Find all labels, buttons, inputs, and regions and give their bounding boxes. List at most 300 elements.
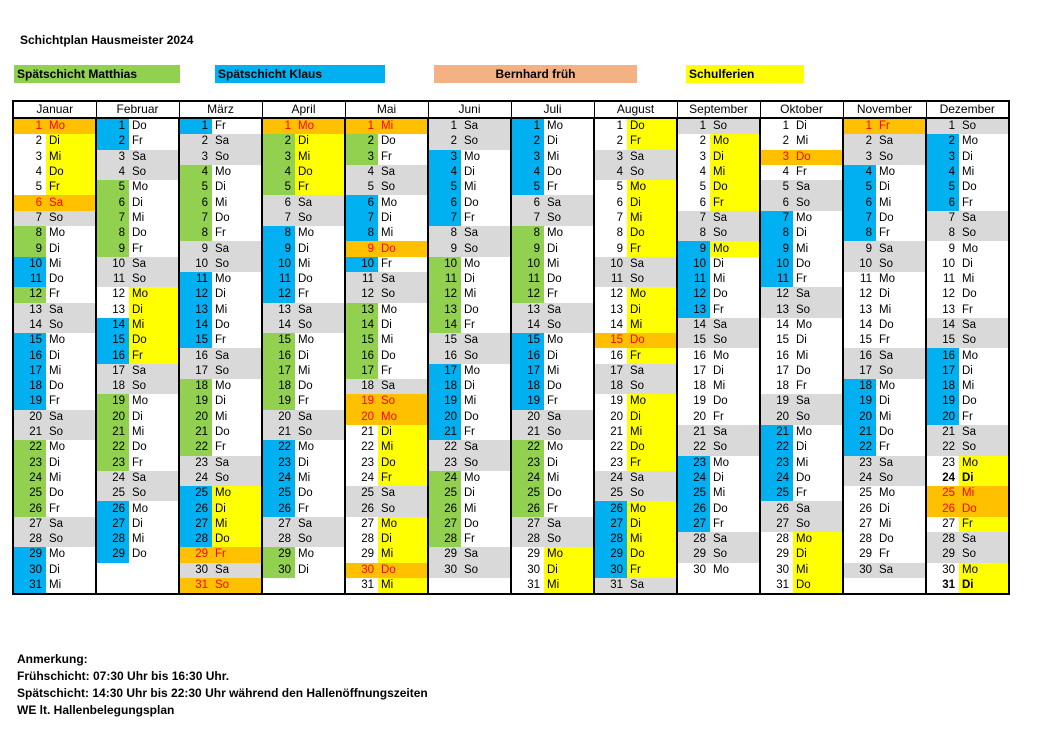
day-number: 8 bbox=[760, 226, 793, 241]
day-number: 17 bbox=[428, 364, 461, 379]
weekday: Mo bbox=[212, 486, 262, 501]
weekday: So bbox=[129, 165, 179, 180]
day-number: 13 bbox=[594, 303, 627, 318]
day-number: 11 bbox=[428, 272, 461, 287]
day-number: 27 bbox=[13, 517, 46, 532]
weekday: Fr bbox=[461, 425, 511, 440]
weekday: Sa bbox=[876, 563, 926, 578]
weekday: Di bbox=[461, 379, 511, 394]
weekday: Mi bbox=[710, 486, 760, 501]
day-number: 10 bbox=[511, 257, 544, 272]
day-number: 18 bbox=[594, 379, 627, 394]
shift-calendar-table bbox=[12, 100, 1010, 595]
weekday: Fr bbox=[793, 486, 843, 501]
day-number: 13 bbox=[428, 303, 461, 318]
day-number: 7 bbox=[677, 211, 710, 226]
day-number: 11 bbox=[677, 272, 710, 287]
weekday: Sa bbox=[212, 456, 262, 471]
weekday: So bbox=[46, 532, 96, 547]
table-row bbox=[13, 471, 1009, 486]
weekday: Do bbox=[959, 501, 1009, 516]
weekday: Fr bbox=[544, 287, 594, 302]
weekday: Di bbox=[461, 272, 511, 287]
day-number: 26 bbox=[13, 501, 46, 516]
day-number: 3 bbox=[677, 150, 710, 165]
weekday: Do bbox=[461, 303, 511, 318]
weekday: So bbox=[627, 272, 677, 287]
weekday: Di bbox=[793, 333, 843, 348]
weekday: Sa bbox=[627, 364, 677, 379]
weekday: Mi bbox=[129, 211, 179, 226]
day-number: 4 bbox=[511, 165, 544, 180]
day-number: 16 bbox=[677, 348, 710, 363]
table-row bbox=[13, 501, 1009, 516]
day-number: 26 bbox=[262, 501, 295, 516]
weekday: Sa bbox=[461, 440, 511, 455]
day-number: 11 bbox=[262, 272, 295, 287]
day-number: 17 bbox=[179, 364, 212, 379]
day-number: 27 bbox=[594, 517, 627, 532]
day-number: 7 bbox=[179, 211, 212, 226]
weekday: Mo bbox=[876, 272, 926, 287]
day-number: 16 bbox=[345, 348, 378, 363]
day-number: 18 bbox=[262, 379, 295, 394]
day-number: 8 bbox=[96, 226, 129, 241]
day-number: 15 bbox=[926, 333, 959, 348]
day-number: 6 bbox=[511, 195, 544, 210]
day-number: 3 bbox=[179, 150, 212, 165]
day-number: 22 bbox=[262, 440, 295, 455]
day-number: 3 bbox=[594, 150, 627, 165]
legend-bernhard bbox=[434, 65, 637, 83]
day-number: 15 bbox=[677, 333, 710, 348]
day-number: 25 bbox=[511, 486, 544, 501]
weekday: Do bbox=[212, 318, 262, 333]
day-number: 28 bbox=[677, 532, 710, 547]
weekday: Mo bbox=[793, 532, 843, 547]
weekday: Sa bbox=[793, 501, 843, 516]
weekday: Di bbox=[46, 348, 96, 363]
weekday bbox=[461, 578, 511, 594]
weekday: So bbox=[710, 547, 760, 562]
weekday: Di bbox=[295, 134, 345, 149]
weekday: Do bbox=[627, 118, 677, 134]
day-number: 8 bbox=[926, 226, 959, 241]
month-header-5: Mai bbox=[345, 101, 428, 118]
weekday: Fr bbox=[544, 180, 594, 195]
weekday: Mo bbox=[710, 348, 760, 363]
day-number: 28 bbox=[345, 532, 378, 547]
day-number: 4 bbox=[179, 165, 212, 180]
month-header-1: Januar bbox=[13, 101, 96, 118]
day-number: 19 bbox=[262, 394, 295, 409]
weekday: Di bbox=[378, 532, 428, 547]
day-number: 17 bbox=[511, 364, 544, 379]
weekday: Sa bbox=[295, 410, 345, 425]
day-number: 17 bbox=[594, 364, 627, 379]
day-number: 5 bbox=[760, 180, 793, 195]
day-number: 30 bbox=[843, 563, 876, 578]
day-number: 13 bbox=[760, 303, 793, 318]
table-row bbox=[13, 563, 1009, 578]
day-number: 27 bbox=[96, 517, 129, 532]
weekday: Sa bbox=[876, 241, 926, 256]
weekday: Di bbox=[793, 118, 843, 134]
day-number: 27 bbox=[843, 517, 876, 532]
day-number: 7 bbox=[262, 211, 295, 226]
weekday: Fr bbox=[710, 195, 760, 210]
day-number: 3 bbox=[760, 150, 793, 165]
day-number: 5 bbox=[262, 180, 295, 195]
weekday: Di bbox=[793, 440, 843, 455]
weekday: Fr bbox=[876, 226, 926, 241]
weekday: Di bbox=[959, 150, 1009, 165]
month-header-8: August bbox=[594, 101, 677, 118]
day-number: 18 bbox=[843, 379, 876, 394]
weekday: Mo bbox=[378, 517, 428, 532]
weekday: Do bbox=[295, 379, 345, 394]
day-number: 1 bbox=[428, 118, 461, 134]
day-number: 1 bbox=[926, 118, 959, 134]
day-number: 26 bbox=[179, 501, 212, 516]
day-number: 5 bbox=[345, 180, 378, 195]
day-number: 31 bbox=[511, 578, 544, 594]
day-number: 15 bbox=[428, 333, 461, 348]
weekday: So bbox=[959, 118, 1009, 134]
weekday: Di bbox=[461, 165, 511, 180]
weekday: Mo bbox=[129, 394, 179, 409]
day-number: 19 bbox=[345, 394, 378, 409]
day-number: 3 bbox=[843, 150, 876, 165]
day-number: 22 bbox=[345, 440, 378, 455]
day-number: 22 bbox=[13, 440, 46, 455]
weekday: Mi bbox=[378, 578, 428, 594]
weekday: Sa bbox=[627, 150, 677, 165]
weekday: Do bbox=[212, 211, 262, 226]
weekday: Fr bbox=[212, 440, 262, 455]
weekday: Di bbox=[627, 517, 677, 532]
weekday: Do bbox=[793, 257, 843, 272]
day-number: 25 bbox=[677, 486, 710, 501]
weekday bbox=[295, 578, 345, 594]
weekday: So bbox=[461, 241, 511, 256]
weekday: Di bbox=[710, 471, 760, 486]
weekday: Fr bbox=[378, 257, 428, 272]
weekday: So bbox=[461, 456, 511, 471]
weekday: Fr bbox=[295, 287, 345, 302]
weekday: So bbox=[295, 532, 345, 547]
day-number: 10 bbox=[262, 257, 295, 272]
weekday: Fr bbox=[295, 394, 345, 409]
day-number: 12 bbox=[926, 287, 959, 302]
day-number: 19 bbox=[428, 394, 461, 409]
weekday: Sa bbox=[544, 195, 594, 210]
weekday: Do bbox=[793, 471, 843, 486]
day-number: 15 bbox=[13, 333, 46, 348]
day-number: 8 bbox=[843, 226, 876, 241]
weekday: Mi bbox=[959, 379, 1009, 394]
weekday: So bbox=[876, 364, 926, 379]
note-heading: Anmerkung: bbox=[17, 652, 88, 666]
day-number: 28 bbox=[428, 532, 461, 547]
day-number: 23 bbox=[926, 456, 959, 471]
day-number: 8 bbox=[13, 226, 46, 241]
weekday: So bbox=[793, 410, 843, 425]
weekday: Mi bbox=[46, 150, 96, 165]
weekday: So bbox=[959, 226, 1009, 241]
weekday: Di bbox=[959, 471, 1009, 486]
weekday: Mo bbox=[627, 180, 677, 195]
weekday: Sa bbox=[793, 180, 843, 195]
weekday: Mo bbox=[295, 547, 345, 562]
day-number: 5 bbox=[428, 180, 461, 195]
day-number: 9 bbox=[262, 241, 295, 256]
day-number: 21 bbox=[262, 425, 295, 440]
weekday: So bbox=[295, 318, 345, 333]
day-number: 16 bbox=[13, 348, 46, 363]
day-number: 28 bbox=[13, 532, 46, 547]
day-number: 14 bbox=[677, 318, 710, 333]
day-number: 13 bbox=[511, 303, 544, 318]
day-number: 21 bbox=[345, 425, 378, 440]
weekday: Sa bbox=[627, 257, 677, 272]
day-number: 4 bbox=[677, 165, 710, 180]
day-number: 17 bbox=[760, 364, 793, 379]
day-number: 21 bbox=[511, 425, 544, 440]
table-row bbox=[13, 440, 1009, 455]
day-number: 26 bbox=[428, 501, 461, 516]
weekday: So bbox=[378, 501, 428, 516]
weekday: Di bbox=[129, 517, 179, 532]
day-number: 11 bbox=[96, 272, 129, 287]
day-number: 1 bbox=[511, 118, 544, 134]
weekday: Mi bbox=[544, 364, 594, 379]
day-number: 17 bbox=[262, 364, 295, 379]
legend-label: Schulferien bbox=[689, 67, 755, 81]
day-number: 9 bbox=[511, 241, 544, 256]
notes-block bbox=[17, 651, 428, 719]
weekday: So bbox=[710, 118, 760, 134]
day-number: 6 bbox=[760, 195, 793, 210]
day-number: 5 bbox=[843, 180, 876, 195]
day-number: 13 bbox=[843, 303, 876, 318]
day-number: 27 bbox=[345, 517, 378, 532]
weekday: Mo bbox=[212, 379, 262, 394]
day-number: 26 bbox=[926, 501, 959, 516]
day-number: 2 bbox=[677, 134, 710, 149]
day-number: 23 bbox=[594, 456, 627, 471]
weekday: Mi bbox=[378, 333, 428, 348]
day-number: 25 bbox=[760, 486, 793, 501]
weekday: Sa bbox=[461, 547, 511, 562]
weekday: Mo bbox=[876, 379, 926, 394]
day-number: 20 bbox=[179, 410, 212, 425]
day-number: 3 bbox=[96, 150, 129, 165]
day-number: 11 bbox=[179, 272, 212, 287]
weekday: Mi bbox=[627, 211, 677, 226]
weekday: Sa bbox=[212, 563, 262, 578]
weekday: So bbox=[212, 578, 262, 594]
day-number: 1 bbox=[262, 118, 295, 134]
day-number: 6 bbox=[843, 195, 876, 210]
day-number: 8 bbox=[262, 226, 295, 241]
day-number: 16 bbox=[96, 348, 129, 363]
day-number: 12 bbox=[594, 287, 627, 302]
weekday: Sa bbox=[461, 226, 511, 241]
day-number: 29 bbox=[428, 547, 461, 562]
day-number: 30 bbox=[594, 563, 627, 578]
day-number: 23 bbox=[262, 456, 295, 471]
weekday: Di bbox=[378, 425, 428, 440]
day-number: 7 bbox=[428, 211, 461, 226]
weekday: Mo bbox=[461, 150, 511, 165]
weekday: Mo bbox=[876, 165, 926, 180]
weekday: Fr bbox=[212, 547, 262, 562]
day-number: 29 bbox=[843, 547, 876, 562]
day-number: 31 bbox=[760, 578, 793, 594]
day-number: 20 bbox=[926, 410, 959, 425]
day-number: 11 bbox=[926, 272, 959, 287]
day-number: 21 bbox=[677, 425, 710, 440]
day-number: 1 bbox=[760, 118, 793, 134]
weekday: So bbox=[46, 425, 96, 440]
day-number: 27 bbox=[760, 517, 793, 532]
day-number: 7 bbox=[511, 211, 544, 226]
weekday: Mi bbox=[212, 517, 262, 532]
weekday: Di bbox=[129, 303, 179, 318]
day-number: 17 bbox=[13, 364, 46, 379]
day-number: 4 bbox=[96, 165, 129, 180]
day-number: 19 bbox=[594, 394, 627, 409]
weekday: So bbox=[212, 257, 262, 272]
day-number bbox=[677, 578, 710, 594]
weekday: Do bbox=[46, 272, 96, 287]
weekday: Mo bbox=[959, 134, 1009, 149]
day-number: 24 bbox=[677, 471, 710, 486]
weekday: So bbox=[129, 379, 179, 394]
weekday: Mi bbox=[129, 425, 179, 440]
weekday: Sa bbox=[129, 257, 179, 272]
day-number: 16 bbox=[262, 348, 295, 363]
day-number: 8 bbox=[179, 226, 212, 241]
weekday: Fr bbox=[129, 134, 179, 149]
weekday: So bbox=[46, 211, 96, 226]
day-number: 9 bbox=[843, 241, 876, 256]
weekday: Sa bbox=[876, 348, 926, 363]
day-number: 12 bbox=[13, 287, 46, 302]
day-number: 9 bbox=[96, 241, 129, 256]
day-number: 14 bbox=[13, 318, 46, 333]
day-number: 29 bbox=[677, 547, 710, 562]
weekday: Mi bbox=[461, 287, 511, 302]
weekday: Di bbox=[876, 180, 926, 195]
weekday: Do bbox=[710, 501, 760, 516]
weekday: Sa bbox=[212, 241, 262, 256]
weekday: Fr bbox=[710, 410, 760, 425]
weekday: So bbox=[959, 440, 1009, 455]
day-number: 2 bbox=[13, 134, 46, 149]
weekday: Mo bbox=[710, 241, 760, 256]
weekday: Mo bbox=[461, 257, 511, 272]
weekday: So bbox=[129, 486, 179, 501]
day-number: 19 bbox=[96, 394, 129, 409]
weekday: Do bbox=[876, 318, 926, 333]
day-number: 14 bbox=[179, 318, 212, 333]
weekday: So bbox=[378, 180, 428, 195]
day-number: 12 bbox=[511, 287, 544, 302]
month-header-12: Dezember bbox=[926, 101, 1009, 118]
weekday bbox=[876, 578, 926, 594]
weekday: Di bbox=[295, 241, 345, 256]
day-number: 14 bbox=[262, 318, 295, 333]
table-row bbox=[13, 118, 1009, 134]
day-number: 14 bbox=[760, 318, 793, 333]
day-number: 29 bbox=[96, 547, 129, 562]
day-number: 10 bbox=[13, 257, 46, 272]
weekday: So bbox=[378, 394, 428, 409]
weekday: Di bbox=[876, 287, 926, 302]
day-number: 6 bbox=[594, 195, 627, 210]
table-row bbox=[13, 272, 1009, 287]
weekday: Sa bbox=[710, 425, 760, 440]
day-number: 14 bbox=[843, 318, 876, 333]
weekday: So bbox=[461, 348, 511, 363]
day-number: 16 bbox=[511, 348, 544, 363]
day-number: 28 bbox=[262, 532, 295, 547]
weekday: Do bbox=[378, 563, 428, 578]
day-number: 16 bbox=[428, 348, 461, 363]
weekday: Mo bbox=[627, 287, 677, 302]
day-number: 17 bbox=[926, 364, 959, 379]
day-number: 16 bbox=[926, 348, 959, 363]
weekday: Mi bbox=[46, 364, 96, 379]
day-number: 14 bbox=[926, 318, 959, 333]
day-number: 28 bbox=[511, 532, 544, 547]
day-number: 28 bbox=[96, 532, 129, 547]
weekday: So bbox=[627, 486, 677, 501]
weekday: Fr bbox=[876, 440, 926, 455]
day-number: 6 bbox=[428, 195, 461, 210]
weekday: Do bbox=[959, 394, 1009, 409]
weekday: Sa bbox=[212, 134, 262, 149]
weekday: Do bbox=[876, 211, 926, 226]
weekday: So bbox=[959, 547, 1009, 562]
weekday: Di bbox=[959, 578, 1009, 594]
weekday: Do bbox=[627, 547, 677, 562]
weekday: Do bbox=[793, 150, 843, 165]
day-number: 11 bbox=[345, 272, 378, 287]
weekday: So bbox=[793, 195, 843, 210]
weekday: Mi bbox=[710, 272, 760, 287]
weekday: Mi bbox=[212, 195, 262, 210]
day-number: 13 bbox=[179, 303, 212, 318]
weekday: So bbox=[627, 379, 677, 394]
weekday: Mi bbox=[378, 226, 428, 241]
day-number: 7 bbox=[843, 211, 876, 226]
weekday: Di bbox=[793, 226, 843, 241]
day-number: 15 bbox=[96, 333, 129, 348]
weekday: Sa bbox=[46, 195, 96, 210]
day-number: 13 bbox=[13, 303, 46, 318]
day-number: 3 bbox=[428, 150, 461, 165]
day-number: 30 bbox=[428, 563, 461, 578]
legend-label: Bernhard früh bbox=[495, 67, 576, 81]
weekday: Sa bbox=[710, 211, 760, 226]
day-number: 10 bbox=[96, 257, 129, 272]
day-number: 10 bbox=[179, 257, 212, 272]
day-number: 10 bbox=[594, 257, 627, 272]
table-row bbox=[13, 348, 1009, 363]
